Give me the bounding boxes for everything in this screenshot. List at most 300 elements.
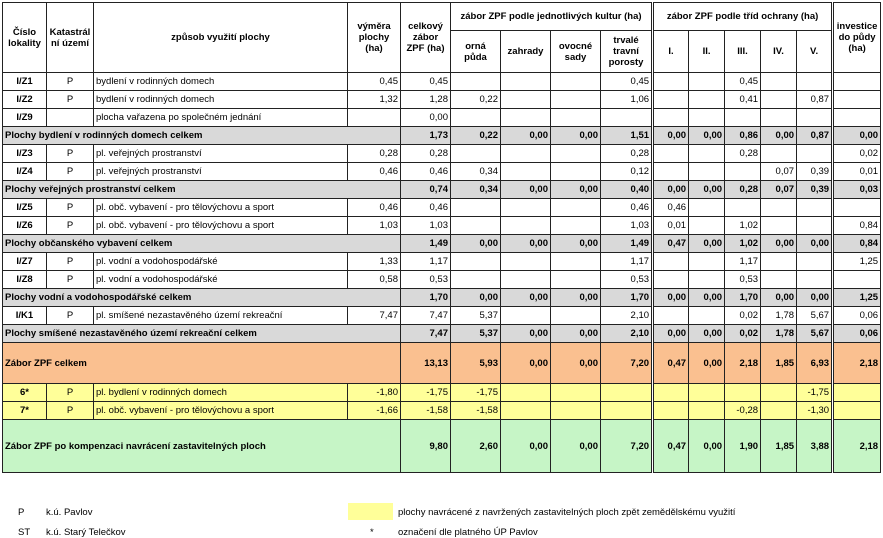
cell-ovocne <box>551 91 601 109</box>
cell-t3 <box>725 384 761 402</box>
cell-trvale <box>601 109 653 127</box>
cell-lokalita: I/Z7 <box>3 253 47 271</box>
cell-t5: 5,67 <box>797 325 833 343</box>
cell-ovocne <box>551 163 601 181</box>
cell-t2: 0,00 <box>689 420 725 473</box>
cell-zahrady <box>501 271 551 289</box>
cell-ovocne: 0,00 <box>551 343 601 384</box>
cell-ovocne <box>551 384 601 402</box>
legend-yellow-swatch <box>348 503 393 520</box>
cell-celkovy: 0,46 <box>401 199 451 217</box>
cell-t2: 0,00 <box>689 343 725 384</box>
cell-t2 <box>689 73 725 91</box>
cell-inv: 1,25 <box>833 253 881 271</box>
cell-t5 <box>797 73 833 91</box>
cell-group-label: Plochy veřejných prostranství celkem <box>3 181 401 199</box>
cell-t5: 0,39 <box>797 181 833 199</box>
cell-inv <box>833 271 881 289</box>
cell-celkovy: 7,47 <box>401 307 451 325</box>
cell-orna: 0,34 <box>451 163 501 181</box>
cell-t5 <box>797 253 833 271</box>
cell-inv <box>833 199 881 217</box>
cell-t1 <box>653 109 689 127</box>
table-row <box>3 199 881 217</box>
cell-vymera: 0,58 <box>348 271 401 289</box>
cell-katastr: P <box>47 91 94 109</box>
cell-t5: 3,88 <box>797 420 833 473</box>
cell-zpusob: bydlení v rodinných domech <box>94 73 348 91</box>
table-row <box>3 181 881 199</box>
cell-t1: 0,46 <box>653 199 689 217</box>
cell-t3: 0,45 <box>725 73 761 91</box>
header-celkovy: celkový zábor ZPF (ha) <box>401 3 451 73</box>
cell-t3: 2,18 <box>725 343 761 384</box>
cell-zahrady: 0,00 <box>501 289 551 307</box>
cell-vymera: 1,33 <box>348 253 401 271</box>
cell-vymera: -1,66 <box>348 402 401 420</box>
cell-zpusob: pl. bydlení v rodinných domech <box>94 384 348 402</box>
cell-ovocne <box>551 217 601 235</box>
cell-t3: -0,28 <box>725 402 761 420</box>
cell-orna <box>451 199 501 217</box>
header-ovocne: ovocné sady <box>551 31 601 73</box>
table-row <box>3 73 881 91</box>
cell-t4: 1,78 <box>761 307 797 325</box>
cell-ovocne: 0,00 <box>551 325 601 343</box>
table-row <box>3 145 881 163</box>
cell-group-label: Plochy vodní a vodohospodářské celkem <box>3 289 401 307</box>
cell-t1 <box>653 145 689 163</box>
cell-orna: 5,37 <box>451 307 501 325</box>
cell-zpusob: bydlení v rodinných domech <box>94 91 348 109</box>
header-kultury: zábor ZPF podle jednotlivých kultur (ha) <box>451 3 653 31</box>
cell-inv <box>833 384 881 402</box>
cell-zpusob: plocha vařazena po společném jednání <box>94 109 348 127</box>
cell-inv: 2,18 <box>833 343 881 384</box>
cell-trvale: 0,40 <box>601 181 653 199</box>
table-row <box>3 402 881 420</box>
cell-orna: -1,58 <box>451 402 501 420</box>
cell-orna <box>451 217 501 235</box>
cell-t1 <box>653 307 689 325</box>
cell-orna: 2,60 <box>451 420 501 473</box>
cell-vymera: 0,46 <box>348 163 401 181</box>
cell-group-label: Plochy smíšené nezastavěného území rekreační celkem <box>3 325 401 343</box>
table-row <box>3 325 881 343</box>
cell-katastr <box>47 109 94 127</box>
cell-t2 <box>689 307 725 325</box>
cell-celkovy: 0,28 <box>401 145 451 163</box>
cell-inv: 0,84 <box>833 217 881 235</box>
table-row <box>3 109 881 127</box>
cell-zahrady: 0,00 <box>501 420 551 473</box>
cell-t1 <box>653 253 689 271</box>
cell-ovocne <box>551 199 601 217</box>
cell-vymera: -1,80 <box>348 384 401 402</box>
cell-t4: 0,00 <box>761 127 797 145</box>
cell-celkovy: 0,00 <box>401 109 451 127</box>
header-trvale: trvalé travní porosty <box>601 31 653 73</box>
cell-orna: 0,34 <box>451 181 501 199</box>
cell-t3: 0,53 <box>725 271 761 289</box>
legend-st-text: k.ú. Starý Telečkov <box>46 527 126 538</box>
cell-trvale: 1,51 <box>601 127 653 145</box>
cell-t4 <box>761 199 797 217</box>
cell-katastr: P <box>47 253 94 271</box>
cell-vymera: 0,45 <box>348 73 401 91</box>
cell-lokalita: 6* <box>3 384 47 402</box>
cell-ovocne: 0,00 <box>551 181 601 199</box>
cell-celkovy: 13,13 <box>401 343 451 384</box>
table-row <box>3 343 881 384</box>
cell-t1 <box>653 402 689 420</box>
cell-zpusob: pl. smíšené nezastavěného území rekreační <box>94 307 348 325</box>
cell-t4: 0,07 <box>761 163 797 181</box>
cell-trvale: 2,10 <box>601 325 653 343</box>
cell-ovocne <box>551 73 601 91</box>
cell-t2: 0,00 <box>689 235 725 253</box>
cell-orna: 0,22 <box>451 91 501 109</box>
cell-zpusob: pl. veřejných prostranství <box>94 145 348 163</box>
cell-katastr: P <box>47 217 94 235</box>
cell-zahrady <box>501 253 551 271</box>
cell-zahrady: 0,00 <box>501 343 551 384</box>
cell-t3: 1,90 <box>725 420 761 473</box>
cell-t1: 0,00 <box>653 127 689 145</box>
cell-t5: 6,93 <box>797 343 833 384</box>
cell-celkovy: -1,58 <box>401 402 451 420</box>
cell-t5: 0,87 <box>797 127 833 145</box>
cell-t4 <box>761 109 797 127</box>
cell-t1: 0,00 <box>653 325 689 343</box>
header-ochrana: zábor ZPF podle tříd ochrany (ha) <box>653 3 833 31</box>
cell-inv: 0,01 <box>833 163 881 181</box>
cell-t1 <box>653 271 689 289</box>
cell-inv: 0,00 <box>833 127 881 145</box>
cell-t2 <box>689 384 725 402</box>
cell-t5 <box>797 145 833 163</box>
cell-inv: 0,06 <box>833 307 881 325</box>
cell-t3: 1,17 <box>725 253 761 271</box>
cell-trvale: 0,45 <box>601 73 653 91</box>
cell-celkovy: 0,46 <box>401 163 451 181</box>
legend-p-text: k.ú. Pavlov <box>46 507 93 518</box>
cell-katastr: P <box>47 402 94 420</box>
header-t4: IV. <box>761 31 797 73</box>
cell-zpusob: pl. obč. vybavení - pro tělovýchovu a sport <box>94 199 348 217</box>
cell-t5: 5,67 <box>797 307 833 325</box>
cell-t3: 0,02 <box>725 307 761 325</box>
cell-t4 <box>761 145 797 163</box>
cell-t4: 1,85 <box>761 420 797 473</box>
cell-katastr: P <box>47 145 94 163</box>
header-zpusob: způsob využití plochy <box>94 3 348 73</box>
header-cislo: Číslo lokality <box>3 3 47 73</box>
cell-t5 <box>797 271 833 289</box>
cell-t2 <box>689 109 725 127</box>
cell-orna: 5,37 <box>451 325 501 343</box>
cell-ovocne <box>551 145 601 163</box>
cell-vymera: 1,32 <box>348 91 401 109</box>
cell-zahrady <box>501 163 551 181</box>
cell-katastr: P <box>47 307 94 325</box>
cell-celkovy: 0,53 <box>401 271 451 289</box>
cell-zpusob: pl. vodní a vodohospodářské <box>94 271 348 289</box>
cell-t5 <box>797 109 833 127</box>
cell-zahrady <box>501 217 551 235</box>
cell-trvale: 0,12 <box>601 163 653 181</box>
cell-t4 <box>761 402 797 420</box>
cell-group-label: Zábor ZPF po kompenzaci navrácení zastavitelných ploch <box>3 420 401 473</box>
cell-t1: 0,47 <box>653 235 689 253</box>
cell-inv: 0,06 <box>833 325 881 343</box>
cell-celkovy: 1,70 <box>401 289 451 307</box>
cell-lokalita: I/Z5 <box>3 199 47 217</box>
cell-t1: 0,47 <box>653 343 689 384</box>
cell-trvale: 1,06 <box>601 91 653 109</box>
cell-trvale: 1,03 <box>601 217 653 235</box>
header-t1: I. <box>653 31 689 73</box>
cell-orna: 0,00 <box>451 289 501 307</box>
cell-orna: -1,75 <box>451 384 501 402</box>
cell-ovocne <box>551 402 601 420</box>
cell-inv <box>833 91 881 109</box>
cell-celkovy: 0,45 <box>401 73 451 91</box>
cell-ovocne: 0,00 <box>551 420 601 473</box>
cell-t1 <box>653 384 689 402</box>
table-row <box>3 253 881 271</box>
cell-orna: 5,93 <box>451 343 501 384</box>
cell-trvale: 2,10 <box>601 307 653 325</box>
cell-t1: 0,00 <box>653 181 689 199</box>
cell-inv <box>833 109 881 127</box>
cell-katastr: P <box>47 384 94 402</box>
cell-t2 <box>689 402 725 420</box>
cell-t2 <box>689 163 725 181</box>
cell-t4 <box>761 91 797 109</box>
cell-t5: -1,30 <box>797 402 833 420</box>
cell-zahrady <box>501 384 551 402</box>
cell-zahrady <box>501 145 551 163</box>
table-row <box>3 91 881 109</box>
zpf-table <box>2 2 881 473</box>
cell-t3: 0,02 <box>725 325 761 343</box>
cell-vymera: 7,47 <box>348 307 401 325</box>
cell-vymera: 1,03 <box>348 217 401 235</box>
cell-t3: 1,70 <box>725 289 761 307</box>
cell-vymera: 0,28 <box>348 145 401 163</box>
cell-lokalita: I/Z4 <box>3 163 47 181</box>
cell-t4: 1,85 <box>761 343 797 384</box>
cell-orna <box>451 145 501 163</box>
legend-star-text: označení dle platného ÚP Pavlov <box>398 527 538 538</box>
cell-trvale: 0,28 <box>601 145 653 163</box>
cell-zahrady <box>501 307 551 325</box>
cell-orna <box>451 271 501 289</box>
cell-t5: 0,00 <box>797 235 833 253</box>
cell-ovocne: 0,00 <box>551 235 601 253</box>
cell-t4 <box>761 253 797 271</box>
cell-trvale: 7,20 <box>601 343 653 384</box>
cell-t2: 0,00 <box>689 181 725 199</box>
cell-t3: 0,28 <box>725 181 761 199</box>
cell-zahrady: 0,00 <box>501 325 551 343</box>
cell-t4 <box>761 271 797 289</box>
cell-trvale: 1,17 <box>601 253 653 271</box>
cell-lokalita: I/Z1 <box>3 73 47 91</box>
cell-inv: 0,03 <box>833 181 881 199</box>
cell-trvale <box>601 384 653 402</box>
cell-lokalita: I/Z8 <box>3 271 47 289</box>
cell-t4: 0,00 <box>761 289 797 307</box>
cell-t2 <box>689 217 725 235</box>
cell-inv: 0,84 <box>833 235 881 253</box>
cell-t1: 0,00 <box>653 289 689 307</box>
cell-t2 <box>689 199 725 217</box>
cell-katastr: P <box>47 271 94 289</box>
legend-yellow-text: plochy navrácené z navržených zastavitelných ploch zpět zemědělskému využití <box>398 507 736 518</box>
table-row <box>3 384 881 402</box>
cell-zahrady <box>501 73 551 91</box>
cell-katastr: P <box>47 73 94 91</box>
cell-t1: 0,47 <box>653 420 689 473</box>
cell-orna <box>451 109 501 127</box>
cell-t3: 0,28 <box>725 145 761 163</box>
cell-inv: 0,02 <box>833 145 881 163</box>
header-investice: investice do půdy (ha) <box>833 3 881 73</box>
cell-trvale: 0,53 <box>601 271 653 289</box>
header-t2: II. <box>689 31 725 73</box>
cell-group-label: Zábor ZPF celkem <box>3 343 401 384</box>
cell-t5: 0,87 <box>797 91 833 109</box>
header-t5: V. <box>797 31 833 73</box>
cell-inv: 1,25 <box>833 289 881 307</box>
cell-zahrady <box>501 109 551 127</box>
cell-inv <box>833 73 881 91</box>
table-row <box>3 235 881 253</box>
cell-t1 <box>653 73 689 91</box>
legend-st-key: ST <box>18 527 31 538</box>
cell-t3: 1,02 <box>725 217 761 235</box>
cell-group-label: Plochy bydlení v rodinných domech celkem <box>3 127 401 145</box>
cell-t5 <box>797 199 833 217</box>
legend-star-key: * <box>370 527 374 538</box>
cell-trvale: 7,20 <box>601 420 653 473</box>
cell-t4 <box>761 73 797 91</box>
cell-orna: 0,00 <box>451 235 501 253</box>
cell-t5: 0,39 <box>797 163 833 181</box>
cell-katastr: P <box>47 163 94 181</box>
table-row <box>3 127 881 145</box>
cell-t1 <box>653 91 689 109</box>
header-vymera: výměra plochy (ha) <box>348 3 401 73</box>
cell-zpusob: pl. obč. vybavení - pro tělovýchovu a sport <box>94 217 348 235</box>
cell-zahrady: 0,00 <box>501 127 551 145</box>
table-row <box>3 163 881 181</box>
cell-celkovy: 1,03 <box>401 217 451 235</box>
cell-t3: 0,86 <box>725 127 761 145</box>
cell-lokalita: I/Z6 <box>3 217 47 235</box>
cell-zahrady: 0,00 <box>501 235 551 253</box>
cell-ovocne: 0,00 <box>551 127 601 145</box>
cell-t2: 0,00 <box>689 127 725 145</box>
cell-t4 <box>761 384 797 402</box>
legend-p-key: P <box>18 507 25 518</box>
cell-celkovy: 1,28 <box>401 91 451 109</box>
header-orna: orná půda <box>451 31 501 73</box>
cell-zpusob: pl. veřejných prostranství <box>94 163 348 181</box>
cell-lokalita: 7* <box>3 402 47 420</box>
cell-zahrady <box>501 199 551 217</box>
cell-t3 <box>725 163 761 181</box>
cell-zahrady: 0,00 <box>501 181 551 199</box>
table-row <box>3 217 881 235</box>
cell-zpusob: pl. obč. vybavení - pro tělovýchovu a sport <box>94 402 348 420</box>
cell-t5: -1,75 <box>797 384 833 402</box>
cell-trvale: 1,70 <box>601 289 653 307</box>
cell-t5 <box>797 217 833 235</box>
cell-group-label: Plochy občanského vybavení celkem <box>3 235 401 253</box>
cell-lokalita: I/K1 <box>3 307 47 325</box>
cell-orna: 0,22 <box>451 127 501 145</box>
table-row <box>3 307 881 325</box>
header-katastr: Katastrál ní území <box>47 3 94 73</box>
cell-orna <box>451 73 501 91</box>
cell-zahrady <box>501 402 551 420</box>
header-zahrady: zahrady <box>501 31 551 73</box>
cell-ovocne <box>551 271 601 289</box>
cell-t3: 0,41 <box>725 91 761 109</box>
cell-vymera <box>348 109 401 127</box>
cell-t2: 0,00 <box>689 289 725 307</box>
cell-celkovy: -1,75 <box>401 384 451 402</box>
cell-ovocne: 0,00 <box>551 289 601 307</box>
cell-t3 <box>725 199 761 217</box>
cell-trvale: 1,49 <box>601 235 653 253</box>
cell-t2 <box>689 271 725 289</box>
cell-t2: 0,00 <box>689 325 725 343</box>
cell-t1: 0,01 <box>653 217 689 235</box>
table-body <box>3 73 881 473</box>
cell-lokalita: I/Z9 <box>3 109 47 127</box>
cell-inv <box>833 402 881 420</box>
cell-t2 <box>689 145 725 163</box>
table-row <box>3 289 881 307</box>
cell-t4: 1,78 <box>761 325 797 343</box>
cell-zpusob: pl. vodní a vodohospodářské <box>94 253 348 271</box>
cell-zahrady <box>501 91 551 109</box>
cell-celkovy: 1,17 <box>401 253 451 271</box>
cell-celkovy: 1,49 <box>401 235 451 253</box>
cell-celkovy: 0,74 <box>401 181 451 199</box>
cell-lokalita: I/Z2 <box>3 91 47 109</box>
cell-t3: 1,02 <box>725 235 761 253</box>
cell-katastr: P <box>47 199 94 217</box>
table-row <box>3 271 881 289</box>
cell-lokalita: I/Z3 <box>3 145 47 163</box>
cell-celkovy: 1,73 <box>401 127 451 145</box>
cell-t4: 0,07 <box>761 181 797 199</box>
cell-t1 <box>653 163 689 181</box>
cell-ovocne <box>551 253 601 271</box>
cell-inv: 2,18 <box>833 420 881 473</box>
cell-t2 <box>689 253 725 271</box>
table-row <box>3 420 881 473</box>
cell-vymera: 0,46 <box>348 199 401 217</box>
cell-celkovy: 7,47 <box>401 325 451 343</box>
cell-t3 <box>725 109 761 127</box>
header-t3: III. <box>725 31 761 73</box>
